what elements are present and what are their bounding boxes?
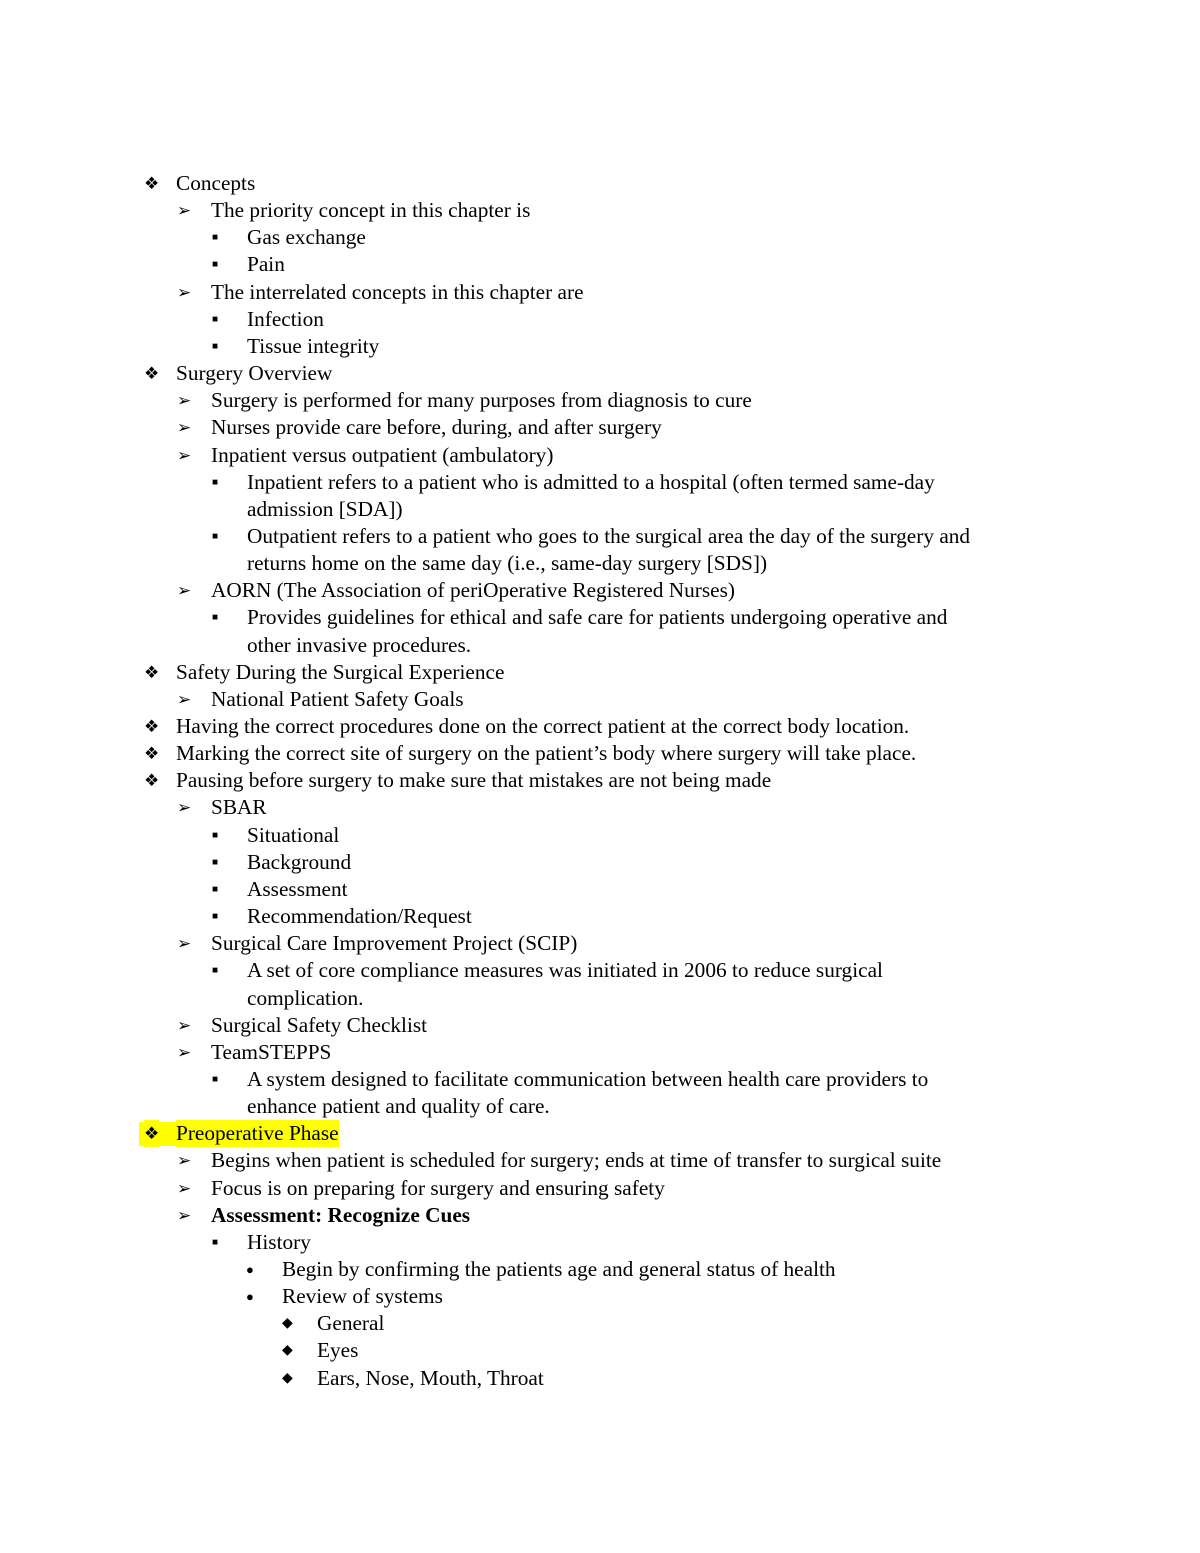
list-item-text: Background [247, 849, 352, 874]
list-item-text: Having the correct procedures done on the correct patient at the correct body location. [176, 714, 910, 738]
list-item-text: Recommendation/Request [247, 904, 472, 929]
square-bullet-icon: ■ [212, 1236, 219, 1248]
list-item-text: Eyes [317, 1338, 359, 1363]
arrow-bullet-icon: ➢ [177, 581, 192, 601]
arrow-bullet-icon: ➢ [177, 445, 192, 465]
square-bullet-icon: ■ [212, 232, 219, 244]
arrow-bullet-icon: ➢ [177, 1151, 192, 1171]
square-bullet-icon: ■ [212, 313, 219, 325]
dot-bullet-icon: ● [246, 1289, 254, 1305]
rhombus-bullet-icon: ◆ [282, 1370, 293, 1386]
list-item-text: The interrelated concepts in this chapter are [211, 279, 584, 304]
arrow-bullet-icon: ➢ [177, 1042, 192, 1062]
list-item-text: History [247, 1229, 311, 1254]
list-item-text: Begins when patient is scheduled for surgery; ends at time of transfer to surgical suite [211, 1148, 942, 1173]
square-bullet-icon: ■ [212, 259, 219, 271]
arrow-bullet-icon: ➢ [177, 689, 192, 709]
list-item-text: Pausing before surgery to make sure that mistakes are not being made [176, 768, 772, 793]
arrow-bullet-icon: ➢ [177, 1205, 192, 1225]
list-item-text: Assessment [247, 876, 348, 901]
square-bullet-icon: ■ [212, 829, 219, 841]
list-item-text: Gas exchange [247, 225, 366, 250]
arrow-bullet-icon: ➢ [177, 391, 192, 411]
list-item-text: General [317, 1311, 385, 1336]
list-item-text: other invasive procedures. [247, 632, 472, 657]
arrow-bullet-icon: ➢ [177, 201, 192, 221]
list-item-text: Surgery Overview [176, 361, 333, 386]
list-item-text: A set of core compliance measures was initiated in 2006 to reduce surgical [247, 958, 883, 983]
diamond-bullet-icon: ❖ [144, 1120, 159, 1147]
list-item-text: Situational [247, 822, 340, 847]
diamond-bullet-icon: ❖ [144, 771, 160, 791]
square-bullet-icon: ■ [212, 965, 219, 977]
list-item-text: SBAR [211, 795, 267, 820]
diamond-bullet-icon: ❖ [144, 744, 160, 764]
square-bullet-icon: ■ [212, 340, 219, 352]
list-item-text: returns home on the same day (i.e., same-day surgery [SDS]) [247, 551, 768, 576]
square-bullet-icon: ■ [212, 530, 219, 542]
list-item-text: National Patient Safety Goals [211, 686, 464, 711]
list-item-text: Ears, Nose, Mouth, Throat [317, 1365, 544, 1390]
list-item-text: Safety During the Surgical Experience [176, 659, 505, 684]
list-item-text: Review of systems [282, 1284, 443, 1309]
square-bullet-icon: ■ [212, 856, 219, 868]
list-item-text: Outpatient refers to a patient who goes to the surgical area the day of the surgery and [247, 523, 971, 548]
list-item-text: TeamSTEPPS [211, 1039, 332, 1064]
arrow-bullet-icon: ➢ [177, 798, 192, 818]
arrow-bullet-icon: ➢ [177, 418, 192, 438]
diamond-bullet-icon: ❖ [144, 662, 160, 682]
list-item-text: Inpatient refers to a patient who is admitted to a hospital (often termed same-day [247, 469, 935, 494]
rhombus-bullet-icon: ◆ [282, 1316, 293, 1332]
list-item-text: complication. [247, 985, 364, 1010]
list-item-text: AORN (The Association of periOperative Registered Nurses) [211, 578, 735, 603]
arrow-bullet-icon: ➢ [177, 1015, 192, 1035]
list-item-text: Tissue integrity [247, 333, 380, 358]
list-item-text: Surgery is performed for many purposes from diagnosis to cure [211, 388, 752, 413]
list-item-text: Marking the correct site of surgery on the patient’s body where surgery will take place. [176, 741, 917, 766]
arrow-bullet-icon: ➢ [177, 934, 192, 954]
list-item-text: enhance patient and quality of care. [247, 1094, 550, 1119]
list-item-text: Provides guidelines for ethical and safe care for patients undergoing operative and [247, 605, 948, 630]
diamond-bullet-icon: ❖ [144, 717, 160, 736]
list-item-text: Preoperative Phase [176, 1121, 339, 1146]
list-item-text: Begin by confirming the patients age and general status of health [282, 1257, 836, 1281]
rhombus-bullet-icon: ◆ [282, 1343, 293, 1359]
list-item-text: Focus is on preparing for surgery and ensuring safety [211, 1175, 665, 1200]
list-item-text: Nurses provide care before, during, and after surgery [211, 415, 662, 440]
arrow-bullet-icon: ➢ [177, 1178, 192, 1198]
dot-bullet-icon: ● [246, 1262, 254, 1277]
list-item-text: Assessment: Recognize Cues [211, 1202, 471, 1227]
list-item-text: Surgical Care Improvement Project (SCIP) [211, 931, 578, 956]
arrow-bullet-icon: ➢ [177, 282, 192, 302]
square-bullet-icon: ■ [212, 1073, 219, 1085]
list-item-text: Infection [247, 306, 324, 331]
list-item-text: Concepts [176, 171, 256, 195]
diamond-bullet-icon: ❖ [144, 174, 160, 193]
list-item-text: Pain [247, 252, 285, 277]
square-bullet-icon: ■ [212, 883, 219, 895]
diamond-bullet-icon: ❖ [144, 364, 160, 384]
list-item-text: The priority concept in this chapter is [211, 198, 531, 223]
square-bullet-icon: ■ [212, 476, 219, 488]
list-item-text: Surgical Safety Checklist [211, 1012, 428, 1037]
square-bullet-icon: ■ [212, 612, 219, 624]
list-item-text: admission [SDA]) [247, 496, 403, 521]
list-item-text: Inpatient versus outpatient (ambulatory) [211, 442, 554, 467]
list-item-text: A system designed to facilitate communication between health care providers to [247, 1066, 929, 1091]
square-bullet-icon: ■ [212, 911, 219, 923]
